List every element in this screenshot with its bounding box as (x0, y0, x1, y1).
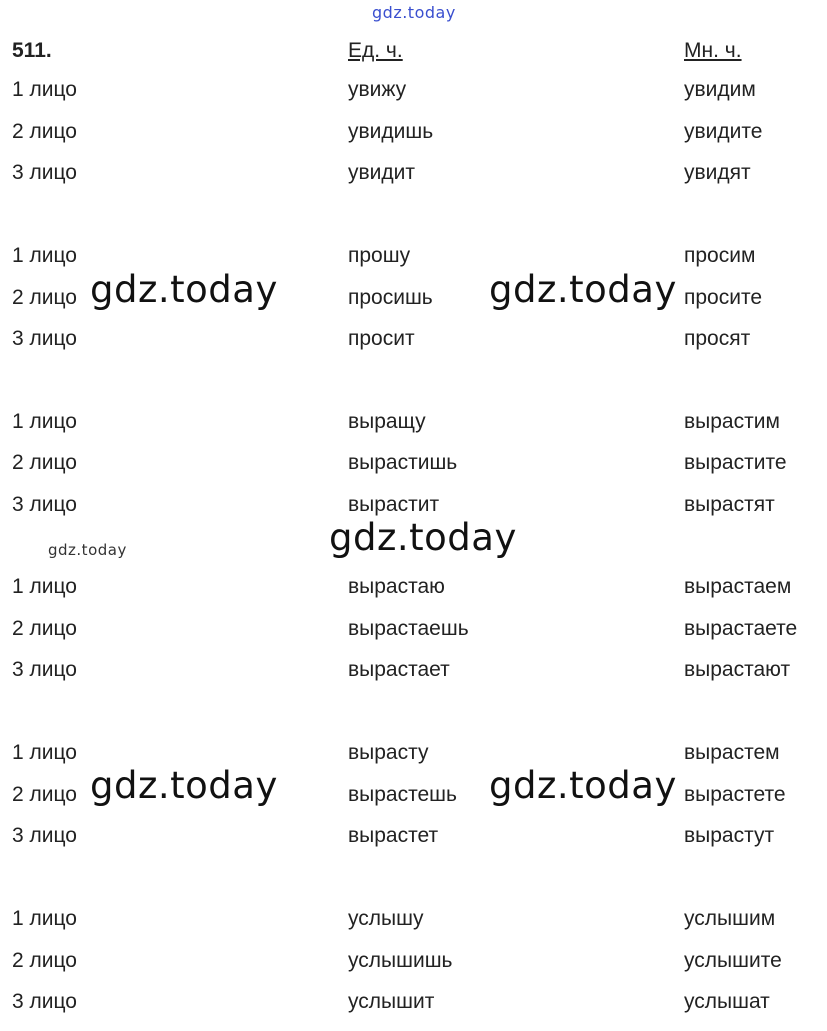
table-row (0, 572, 827, 602)
person-label: 2 лицо (12, 120, 77, 143)
plural-form: услышат (684, 990, 770, 1013)
person-label: 2 лицо (12, 451, 77, 474)
singular-form: вырасту (348, 741, 429, 764)
person-label: 3 лицо (12, 493, 77, 516)
person-label: 3 лицо (12, 824, 77, 847)
plural-form: вырастаем (684, 575, 792, 598)
table-row (0, 655, 827, 685)
plural-form: увидим (684, 78, 756, 101)
table-row (0, 117, 827, 147)
watermark-small: gdz.today (48, 541, 127, 559)
watermark-top: gdz.today (372, 3, 456, 22)
plural-form: вырастем (684, 741, 780, 764)
table-row (0, 904, 827, 934)
table-row (0, 241, 827, 271)
singular-form: увидит (348, 161, 415, 184)
singular-form: прошу (348, 244, 411, 267)
plural-form: услышим (684, 907, 776, 930)
person-label: 2 лицо (12, 617, 77, 640)
table-row (0, 75, 827, 105)
plural-form: вырастете (684, 783, 786, 806)
plural-form: просите (684, 286, 763, 309)
plural-form: вырастаете (684, 617, 798, 640)
table-header (0, 36, 827, 66)
watermark: gdz.today (90, 268, 278, 311)
plural-column-header: Мн. ч. (684, 39, 742, 62)
person-label: 1 лицо (12, 741, 77, 764)
person-label: 2 лицо (12, 286, 77, 309)
table-row (0, 614, 827, 644)
person-label: 1 лицо (12, 244, 77, 267)
watermark: gdz.today (90, 764, 278, 807)
person-label: 1 лицо (12, 575, 77, 598)
person-label: 1 лицо (12, 78, 77, 101)
exercise-number: 511. (12, 39, 52, 62)
singular-form: просит (348, 327, 415, 350)
table-row (0, 448, 827, 478)
plural-form: услышите (684, 949, 782, 972)
singular-form: вырастает (348, 658, 450, 681)
table-row (0, 821, 827, 851)
person-label: 3 лицо (12, 990, 77, 1013)
singular-form: вырастешь (348, 783, 457, 806)
singular-form: услышит (348, 990, 435, 1013)
plural-form: вырастают (684, 658, 791, 681)
plural-form: увидите (684, 120, 763, 143)
singular-form: услышишь (348, 949, 453, 972)
singular-form: вырастаешь (348, 617, 469, 640)
plural-form: вырастут (684, 824, 775, 847)
person-label: 1 лицо (12, 907, 77, 930)
watermark: gdz.today (329, 516, 517, 559)
plural-form: вырастите (684, 451, 787, 474)
table-row (0, 946, 827, 976)
table-row (0, 987, 827, 1017)
person-label: 1 лицо (12, 410, 77, 433)
singular-column-header: Ед. ч. (348, 39, 403, 62)
singular-form: вырастит (348, 493, 440, 516)
table-row (0, 324, 827, 354)
singular-form: услышу (348, 907, 424, 930)
plural-form: просят (684, 327, 751, 350)
singular-form: увижу (348, 78, 407, 101)
plural-form: увидят (684, 161, 751, 184)
singular-form: просишь (348, 286, 433, 309)
singular-form: увидишь (348, 120, 434, 143)
person-label: 2 лицо (12, 949, 77, 972)
plural-form: вырастят (684, 493, 775, 516)
singular-form: вырастет (348, 824, 439, 847)
singular-form: выращу (348, 410, 426, 433)
person-label: 3 лицо (12, 658, 77, 681)
table-row (0, 158, 827, 188)
singular-form: вырастаю (348, 575, 445, 598)
person-label: 3 лицо (12, 161, 77, 184)
singular-form: вырастишь (348, 451, 458, 474)
watermark: gdz.today (489, 268, 677, 311)
table-row (0, 407, 827, 437)
person-label: 3 лицо (12, 327, 77, 350)
plural-form: вырастим (684, 410, 780, 433)
watermark: gdz.today (489, 764, 677, 807)
plural-form: просим (684, 244, 756, 267)
person-label: 2 лицо (12, 783, 77, 806)
